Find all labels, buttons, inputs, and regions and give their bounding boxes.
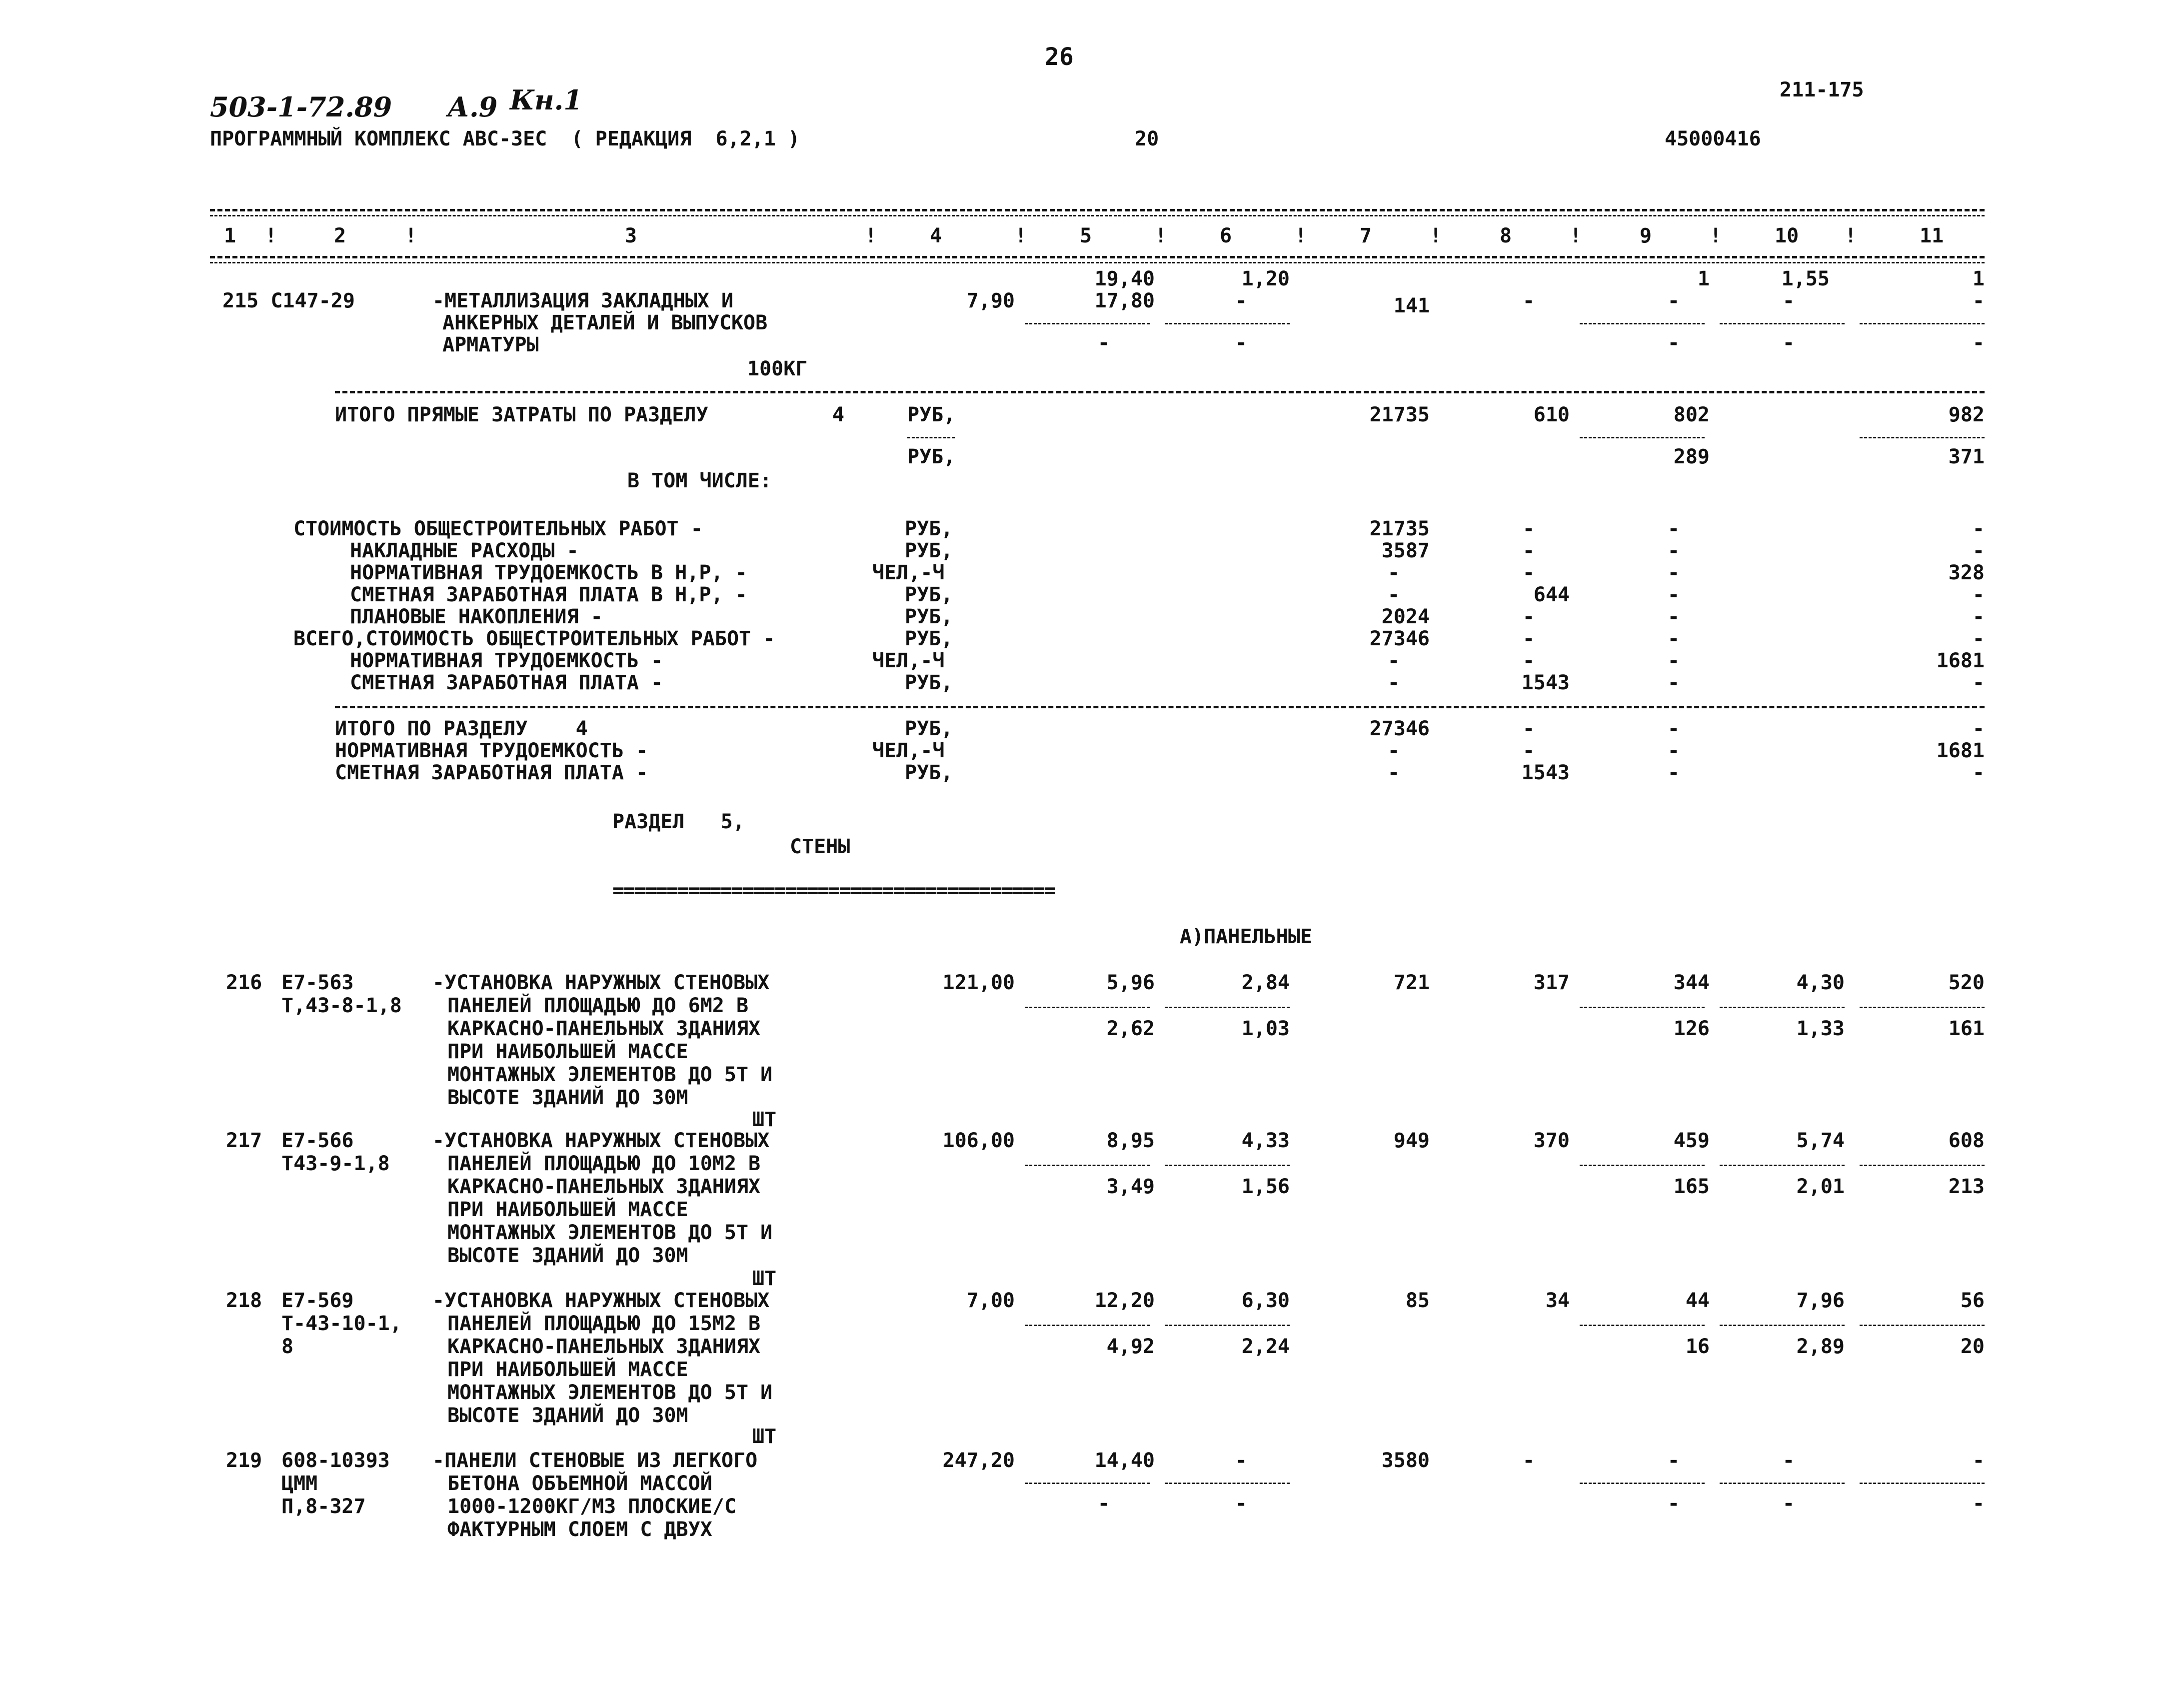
direct-unit-1: РУБ, bbox=[907, 403, 956, 426]
breakdown-label: ВСЕГО,СТОИМОСТЬ ОБЩЕСТРОИТЕЛЬНЫХ РАБОТ - bbox=[293, 627, 775, 650]
col-3: 3 bbox=[625, 224, 637, 247]
direct-c11a: 982 bbox=[1948, 403, 1985, 426]
breakdown-c9: - bbox=[1667, 627, 1680, 650]
breakdown-c7: 3587 bbox=[1381, 539, 1430, 562]
direct-c9a: 802 bbox=[1673, 403, 1710, 426]
rule bbox=[1720, 1483, 1845, 1484]
breakdown-c11: 1681 bbox=[1936, 649, 1985, 672]
item-215-c5b: 17,80 bbox=[1094, 289, 1155, 312]
col-5: 5 bbox=[1080, 224, 1092, 247]
col-10: 10 bbox=[1775, 224, 1799, 247]
final-label: ИТОГО ПО РАЗДЕЛУ 4 bbox=[335, 717, 588, 740]
item-216-c6b: 1,03 bbox=[1241, 1017, 1290, 1040]
item-216-c6a: 2,84 bbox=[1241, 971, 1290, 994]
rule bbox=[1860, 323, 1985, 324]
item-219-c5b: - bbox=[1097, 1492, 1110, 1515]
rule bbox=[1025, 323, 1150, 324]
direct-unit-2: РУБ, bbox=[907, 445, 956, 468]
item-217-desc: ВЫСОТЕ ЗДАНИЙ ДО 30М bbox=[447, 1244, 688, 1267]
final-c9: - bbox=[1667, 717, 1680, 740]
breakdown-label: НОРМАТИВНАЯ ТРУДОЕМКОСТЬ - bbox=[350, 649, 663, 672]
breakdown-unit: РУБ, bbox=[905, 627, 953, 650]
item-219-c8: - bbox=[1522, 1449, 1535, 1472]
rule bbox=[1025, 1165, 1150, 1166]
item-217-c9b: 165 bbox=[1673, 1175, 1710, 1198]
handwritten-album: А.9 bbox=[447, 91, 498, 123]
breakdown-c8: 1543 bbox=[1521, 671, 1570, 694]
item-215-c8: - bbox=[1522, 289, 1535, 312]
col-sep: ! bbox=[1295, 224, 1307, 247]
item-215-c4: 7,90 bbox=[966, 289, 1015, 312]
breakdown-unit: РУБ, bbox=[905, 517, 953, 540]
item-216-desc: МОНТАЖНЫХ ЭЛЕМЕНТОВ ДО 5Т И bbox=[447, 1063, 773, 1086]
item-217-c10a: 5,74 bbox=[1796, 1129, 1845, 1152]
item-217-c6a: 4,33 bbox=[1241, 1129, 1290, 1152]
final-c9: - bbox=[1667, 761, 1680, 784]
including-label: В ТОМ ЧИСЛЕ: bbox=[627, 469, 772, 492]
col-sep: ! bbox=[1845, 224, 1857, 247]
col-2: 2 bbox=[334, 224, 346, 247]
section-5-title: РАЗДЕЛ 5, bbox=[612, 810, 745, 833]
rule bbox=[1860, 1483, 1985, 1484]
item-215-desc-1: -МЕТАЛЛИЗАЦИЯ ЗАКЛАДНЫХ И bbox=[432, 289, 734, 312]
final-c11: - bbox=[1972, 761, 1985, 784]
breakdown-unit: РУБ, bbox=[905, 671, 953, 694]
rule bbox=[1165, 1165, 1290, 1166]
breakdown-c9: - bbox=[1667, 649, 1680, 672]
breakdown-unit: ЧЕЛ,-Ч bbox=[872, 649, 945, 672]
item-218-num: 218 bbox=[226, 1289, 262, 1312]
breakdown-c11: 328 bbox=[1948, 561, 1985, 584]
item-219-desc: БЕТОНА ОБЪЕМНОЙ МАССОЙ bbox=[447, 1472, 712, 1495]
item-218-code1: Е7-569 bbox=[281, 1289, 354, 1312]
section-rule bbox=[335, 391, 1985, 393]
item-219-desc: -ПАНЕЛИ СТЕНОВЫЕ ИЗ ЛЕГКОГО bbox=[432, 1449, 758, 1472]
item-217-desc: ПАНЕЛЕЙ ПЛОЩАДЬЮ ДО 10М2 В bbox=[447, 1152, 761, 1175]
item-217-desc: ПРИ НАИБОЛЬШЕЙ МАССЕ bbox=[447, 1198, 688, 1221]
col-8: 8 bbox=[1500, 224, 1512, 247]
estimate-code: 45000416 bbox=[1665, 127, 1761, 150]
breakdown-unit: РУБ, bbox=[905, 605, 953, 628]
item-218-code2: Т-43-10-1, bbox=[281, 1312, 402, 1335]
col-11: 11 bbox=[1920, 224, 1944, 247]
item-216-c10b: 1,33 bbox=[1796, 1017, 1845, 1040]
item-217-c6b: 1,56 bbox=[1241, 1175, 1290, 1198]
item-219-c10b: - bbox=[1782, 1492, 1795, 1515]
item-217-c7: 949 bbox=[1393, 1129, 1430, 1152]
item-219-c10a: - bbox=[1782, 1449, 1795, 1472]
item-218-c8: 34 bbox=[1545, 1289, 1570, 1312]
item-218-c10b: 2,89 bbox=[1796, 1335, 1845, 1358]
breakdown-unit: ЧЕЛ,-Ч bbox=[872, 561, 945, 584]
col-sep: ! bbox=[265, 224, 277, 247]
item-216-desc: КАРКАСНО-ПАНЕЛЬНЫХ ЗДАНИЯХ bbox=[447, 1017, 761, 1040]
rule bbox=[1720, 1007, 1845, 1008]
final-c7: - bbox=[1387, 739, 1400, 762]
final-c7: 27346 bbox=[1369, 717, 1430, 740]
breakdown-c9: - bbox=[1667, 583, 1680, 606]
rule bbox=[1165, 1325, 1290, 1326]
document-number: 211-175 bbox=[1780, 78, 1864, 101]
rule bbox=[1580, 1483, 1705, 1484]
item-218-code3: 8 bbox=[281, 1335, 294, 1358]
rule bbox=[1720, 1165, 1845, 1166]
item-215-c5c: - bbox=[1097, 331, 1110, 354]
final-c11: - bbox=[1972, 717, 1985, 740]
item-216-c7: 721 bbox=[1393, 971, 1430, 994]
final-unit: РУБ, bbox=[905, 717, 953, 740]
item-216-code2: Т,43-8-1,8 bbox=[281, 994, 402, 1017]
section-rule bbox=[335, 706, 1985, 708]
breakdown-unit: РУБ, bbox=[905, 539, 953, 562]
col-sep: ! bbox=[1570, 224, 1582, 247]
rule bbox=[1720, 323, 1845, 324]
item-219-c9a: - bbox=[1667, 1449, 1680, 1472]
breakdown-label: НОРМАТИВНАЯ ТРУДОЕМКОСТЬ В Н,Р, - bbox=[350, 561, 747, 584]
item-218-desc: ПАНЕЛЕЙ ПЛОЩАДЬЮ ДО 15М2 В bbox=[447, 1312, 761, 1335]
rule bbox=[1580, 1325, 1705, 1326]
breakdown-label: ПЛАНОВЫЕ НАКОПЛЕНИЯ - bbox=[350, 605, 603, 628]
item-215-c6a: 1,20 bbox=[1241, 267, 1290, 290]
item-215-c11b: - bbox=[1972, 289, 1985, 312]
item-219-c11a: - bbox=[1972, 1449, 1985, 1472]
section-5-separator: ========================================= bbox=[612, 879, 1055, 902]
item-218-c7: 85 bbox=[1405, 1289, 1430, 1312]
final-label: НОРМАТИВНАЯ ТРУДОЕМКОСТЬ - bbox=[335, 739, 648, 762]
item-215-code: 215 С147-29 bbox=[222, 289, 355, 312]
item-219-code2: ЦММ bbox=[281, 1472, 318, 1495]
item-216-num: 216 bbox=[226, 971, 262, 994]
item-215-c10c: - bbox=[1782, 331, 1795, 354]
item-215-c10b: - bbox=[1782, 289, 1795, 312]
item-217-c4: 106,00 bbox=[942, 1129, 1015, 1152]
rule bbox=[1580, 323, 1705, 324]
item-216-c4: 121,00 bbox=[942, 971, 1015, 994]
rule bbox=[1580, 437, 1705, 438]
breakdown-unit: РУБ, bbox=[905, 583, 953, 606]
final-label: СМЕТНАЯ ЗАРАБОТНАЯ ПЛАТА - bbox=[335, 761, 648, 784]
col-sep: ! bbox=[1710, 224, 1722, 247]
final-c8: 1543 bbox=[1521, 761, 1570, 784]
item-217-c5b: 3,49 bbox=[1106, 1175, 1155, 1198]
final-unit: РУБ, bbox=[905, 761, 953, 784]
item-217-c9a: 459 bbox=[1673, 1129, 1710, 1152]
item-219-desc: ФАКТУРНЫМ СЛОЕМ С ДВУХ bbox=[447, 1518, 712, 1541]
rule bbox=[1025, 1325, 1150, 1326]
item-216-c5a: 5,96 bbox=[1106, 971, 1155, 994]
rule bbox=[1860, 437, 1985, 438]
item-218-desc: ВЫСОТЕ ЗДАНИЙ ДО 30М bbox=[447, 1404, 688, 1427]
item-218-c11a: 56 bbox=[1960, 1289, 1985, 1312]
page-number: 26 bbox=[1045, 43, 1074, 71]
breakdown-c8: - bbox=[1522, 605, 1535, 628]
direct-label: ИТОГО ПРЯМЫЕ ЗАТРАТЫ ПО РАЗДЕЛУ bbox=[335, 403, 708, 426]
item-219-c4: 247,20 bbox=[942, 1449, 1015, 1472]
breakdown-c11: - bbox=[1972, 627, 1985, 650]
item-215-desc-3: АРМАТУРЫ bbox=[442, 333, 539, 356]
item-215-c6c: - bbox=[1235, 331, 1247, 354]
item-219-code3: П,8-327 bbox=[281, 1495, 366, 1518]
breakdown-c7: 27346 bbox=[1369, 627, 1430, 650]
item-218-c9b: 16 bbox=[1685, 1335, 1710, 1358]
item-218-unit: ШТ bbox=[752, 1425, 777, 1448]
breakdown-c7: - bbox=[1387, 561, 1400, 584]
item-215-c9c: - bbox=[1667, 331, 1680, 354]
final-c8: - bbox=[1522, 739, 1535, 762]
breakdown-c8: - bbox=[1522, 649, 1535, 672]
rule bbox=[1580, 1007, 1705, 1008]
item-219-desc: 1000-1200КГ/М3 ПЛОСКИЕ/С bbox=[447, 1495, 736, 1518]
item-216-c11a: 520 bbox=[1948, 971, 1985, 994]
col-4: 4 bbox=[930, 224, 942, 247]
breakdown-c8: 644 bbox=[1533, 583, 1570, 606]
direct-c9b: 289 bbox=[1673, 445, 1710, 468]
item-215-desc-2: АНКЕРНЫХ ДЕТАЛЕЙ И ВЫПУСКОВ bbox=[442, 311, 768, 334]
col-sep: ! bbox=[1430, 224, 1442, 247]
breakdown-c9: - bbox=[1667, 517, 1680, 540]
breakdown-c9: - bbox=[1667, 561, 1680, 584]
item-218-c6b: 2,24 bbox=[1241, 1335, 1290, 1358]
breakdown-c8: - bbox=[1522, 627, 1535, 650]
table-top-rule-2 bbox=[210, 215, 1985, 216]
section-5-name: СТЕНЫ bbox=[790, 835, 850, 858]
item-216-c9a: 344 bbox=[1673, 971, 1710, 994]
item-216-desc: ПРИ НАИБОЛЬШЕЙ МАССЕ bbox=[447, 1040, 688, 1063]
breakdown-c7: 21735 bbox=[1369, 517, 1430, 540]
item-218-c5b: 4,92 bbox=[1106, 1335, 1155, 1358]
col-7: 7 bbox=[1360, 224, 1372, 247]
rule bbox=[1860, 1007, 1985, 1008]
rule bbox=[1165, 1007, 1290, 1008]
rule bbox=[1165, 1483, 1290, 1484]
item-216-desc: ВЫСОТЕ ЗДАНИЙ ДО 30М bbox=[447, 1086, 688, 1109]
rule bbox=[1580, 1165, 1705, 1166]
item-217-desc: КАРКАСНО-ПАНЕЛЬНЫХ ЗДАНИЯХ bbox=[447, 1175, 761, 1198]
item-218-c5a: 12,20 bbox=[1094, 1289, 1155, 1312]
item-217-code2: Т43-9-1,8 bbox=[281, 1152, 390, 1175]
breakdown-c11: - bbox=[1972, 671, 1985, 694]
header-bottom-rule-2 bbox=[210, 262, 1985, 263]
item-215-c9b: - bbox=[1667, 289, 1680, 312]
item-216-c5b: 2,62 bbox=[1106, 1017, 1155, 1040]
final-c9: - bbox=[1667, 739, 1680, 762]
final-c11: 1681 bbox=[1936, 739, 1985, 762]
final-c8: - bbox=[1522, 717, 1535, 740]
item-216-desc: ПАНЕЛЕЙ ПЛОЩАДЬЮ ДО 6М2 В bbox=[447, 994, 749, 1017]
breakdown-c8: - bbox=[1522, 539, 1535, 562]
direct-c11b: 371 bbox=[1948, 445, 1985, 468]
table-top-rule bbox=[210, 209, 1985, 211]
item-219-c7: 3580 bbox=[1381, 1449, 1430, 1472]
col-sep: ! bbox=[1155, 224, 1167, 247]
item-217-c10b: 2,01 bbox=[1796, 1175, 1845, 1198]
item-217-code1: Е7-566 bbox=[281, 1129, 354, 1152]
item-218-desc: ПРИ НАИБОЛЬШЕЙ МАССЕ bbox=[447, 1358, 688, 1381]
breakdown-c11: - bbox=[1972, 605, 1985, 628]
breakdown-label: СМЕТНАЯ ЗАРАБОТНАЯ ПЛАТА В Н,Р, - bbox=[350, 583, 747, 606]
direct-c7: 21735 bbox=[1369, 403, 1430, 426]
item-218-c4: 7,00 bbox=[966, 1289, 1015, 1312]
item-215-unit: 100КГ bbox=[747, 357, 808, 380]
item-216-c10a: 4,30 bbox=[1796, 971, 1845, 994]
breakdown-c9: - bbox=[1667, 605, 1680, 628]
breakdown-c8: - bbox=[1522, 561, 1535, 584]
breakdown-c9: - bbox=[1667, 539, 1680, 562]
rule bbox=[1720, 1325, 1845, 1326]
item-219-c6a: - bbox=[1235, 1449, 1247, 1472]
item-219-c5a: 14,40 bbox=[1094, 1449, 1155, 1472]
item-216-desc: -УСТАНОВКА НАРУЖНЫХ СТЕНОВЫХ bbox=[432, 971, 770, 994]
breakdown-c11: - bbox=[1972, 583, 1985, 606]
item-217-c5a: 8,95 bbox=[1106, 1129, 1155, 1152]
item-215-c11c: - bbox=[1972, 331, 1985, 354]
rule bbox=[1025, 1007, 1150, 1008]
item-217-c11a: 608 bbox=[1948, 1129, 1985, 1152]
handwritten-book: Кн.1 bbox=[510, 84, 582, 116]
item-217-c11b: 213 bbox=[1948, 1175, 1985, 1198]
item-218-c11b: 20 bbox=[1960, 1335, 1985, 1358]
breakdown-c9: - bbox=[1667, 671, 1680, 694]
item-216-code1: Е7-563 bbox=[281, 971, 354, 994]
direct-c8: 610 bbox=[1533, 403, 1570, 426]
item-219-c6b: - bbox=[1235, 1492, 1247, 1515]
item-217-unit: ШТ bbox=[752, 1267, 777, 1290]
item-218-c6a: 6,30 bbox=[1241, 1289, 1290, 1312]
item-219-c9b: - bbox=[1667, 1492, 1680, 1515]
item-215-c9a: 1 bbox=[1697, 267, 1710, 290]
breakdown-c7: 2024 bbox=[1381, 605, 1430, 628]
breakdown-c7: - bbox=[1387, 583, 1400, 606]
item-216-c11b: 161 bbox=[1948, 1017, 1985, 1040]
col-1: 1 bbox=[224, 224, 236, 247]
rule bbox=[1860, 1325, 1985, 1326]
col-sep: ! bbox=[1015, 224, 1027, 247]
col-6: 6 bbox=[1220, 224, 1232, 247]
item-216-c9b: 126 bbox=[1673, 1017, 1710, 1040]
item-217-desc: -УСТАНОВКА НАРУЖНЫХ СТЕНОВЫХ bbox=[432, 1129, 770, 1152]
breakdown-c11: - bbox=[1972, 517, 1985, 540]
subsection-title: А)ПАНЕЛЬНЫЕ bbox=[1180, 925, 1312, 948]
item-218-desc: КАРКАСНО-ПАНЕЛЬНЫХ ЗДАНИЯХ bbox=[447, 1335, 761, 1358]
item-215-c7: 141 bbox=[1393, 294, 1430, 317]
sheet-number: 20 bbox=[1135, 127, 1159, 150]
rule bbox=[1860, 1165, 1985, 1166]
item-217-num: 217 bbox=[226, 1129, 262, 1152]
item-216-unit: ШТ bbox=[752, 1108, 777, 1131]
breakdown-c11: - bbox=[1972, 539, 1985, 562]
item-215-c5a: 19,40 bbox=[1094, 267, 1155, 290]
col-sep: ! bbox=[865, 224, 877, 247]
breakdown-c7: - bbox=[1387, 649, 1400, 672]
rule bbox=[1025, 1483, 1150, 1484]
item-217-c8: 370 bbox=[1533, 1129, 1570, 1152]
rule bbox=[1165, 323, 1290, 324]
breakdown-c8: - bbox=[1522, 517, 1535, 540]
final-c7: - bbox=[1387, 761, 1400, 784]
item-215-c10a: 1,55 bbox=[1781, 267, 1830, 290]
header-bottom-rule bbox=[210, 256, 1985, 258]
item-216-c8: 317 bbox=[1533, 971, 1570, 994]
col-sep: ! bbox=[405, 224, 417, 247]
direct-section: 4 bbox=[832, 403, 845, 426]
item-218-c10a: 7,96 bbox=[1796, 1289, 1845, 1312]
breakdown-label: СТОИМОСТЬ ОБЩЕСТРОИТЕЛЬНЫХ РАБОТ - bbox=[293, 517, 703, 540]
breakdown-c7: - bbox=[1387, 671, 1400, 694]
program-line: ПРОГРАММНЫЙ КОМПЛЕКС АВС-ЗЕС ( РЕДАКЦИЯ 6,2,1 ) bbox=[210, 127, 800, 150]
breakdown-label: НАКЛАДНЫЕ РАСХОДЫ - bbox=[350, 539, 579, 562]
final-unit: ЧЕЛ,-Ч bbox=[872, 739, 945, 762]
item-218-desc: МОНТАЖНЫХ ЭЛЕМЕНТОВ ДО 5Т И bbox=[447, 1381, 773, 1404]
item-219-code1: 608-10393 bbox=[281, 1449, 390, 1472]
handwritten-series: 503-1-72.89 bbox=[210, 91, 392, 123]
item-215-c6b: - bbox=[1235, 289, 1247, 312]
rule bbox=[907, 437, 955, 438]
item-217-desc: МОНТАЖНЫХ ЭЛЕМЕНТОВ ДО 5Т И bbox=[447, 1221, 773, 1244]
item-219-c11b: - bbox=[1972, 1492, 1985, 1515]
item-218-desc: -УСТАНОВКА НАРУЖНЫХ СТЕНОВЫХ bbox=[432, 1289, 770, 1312]
item-219-num: 219 bbox=[226, 1449, 262, 1472]
col-9: 9 bbox=[1640, 224, 1652, 247]
item-215-c11a: 1 bbox=[1972, 267, 1985, 290]
breakdown-label: СМЕТНАЯ ЗАРАБОТНАЯ ПЛАТА - bbox=[350, 671, 663, 694]
item-218-c9a: 44 bbox=[1685, 1289, 1710, 1312]
